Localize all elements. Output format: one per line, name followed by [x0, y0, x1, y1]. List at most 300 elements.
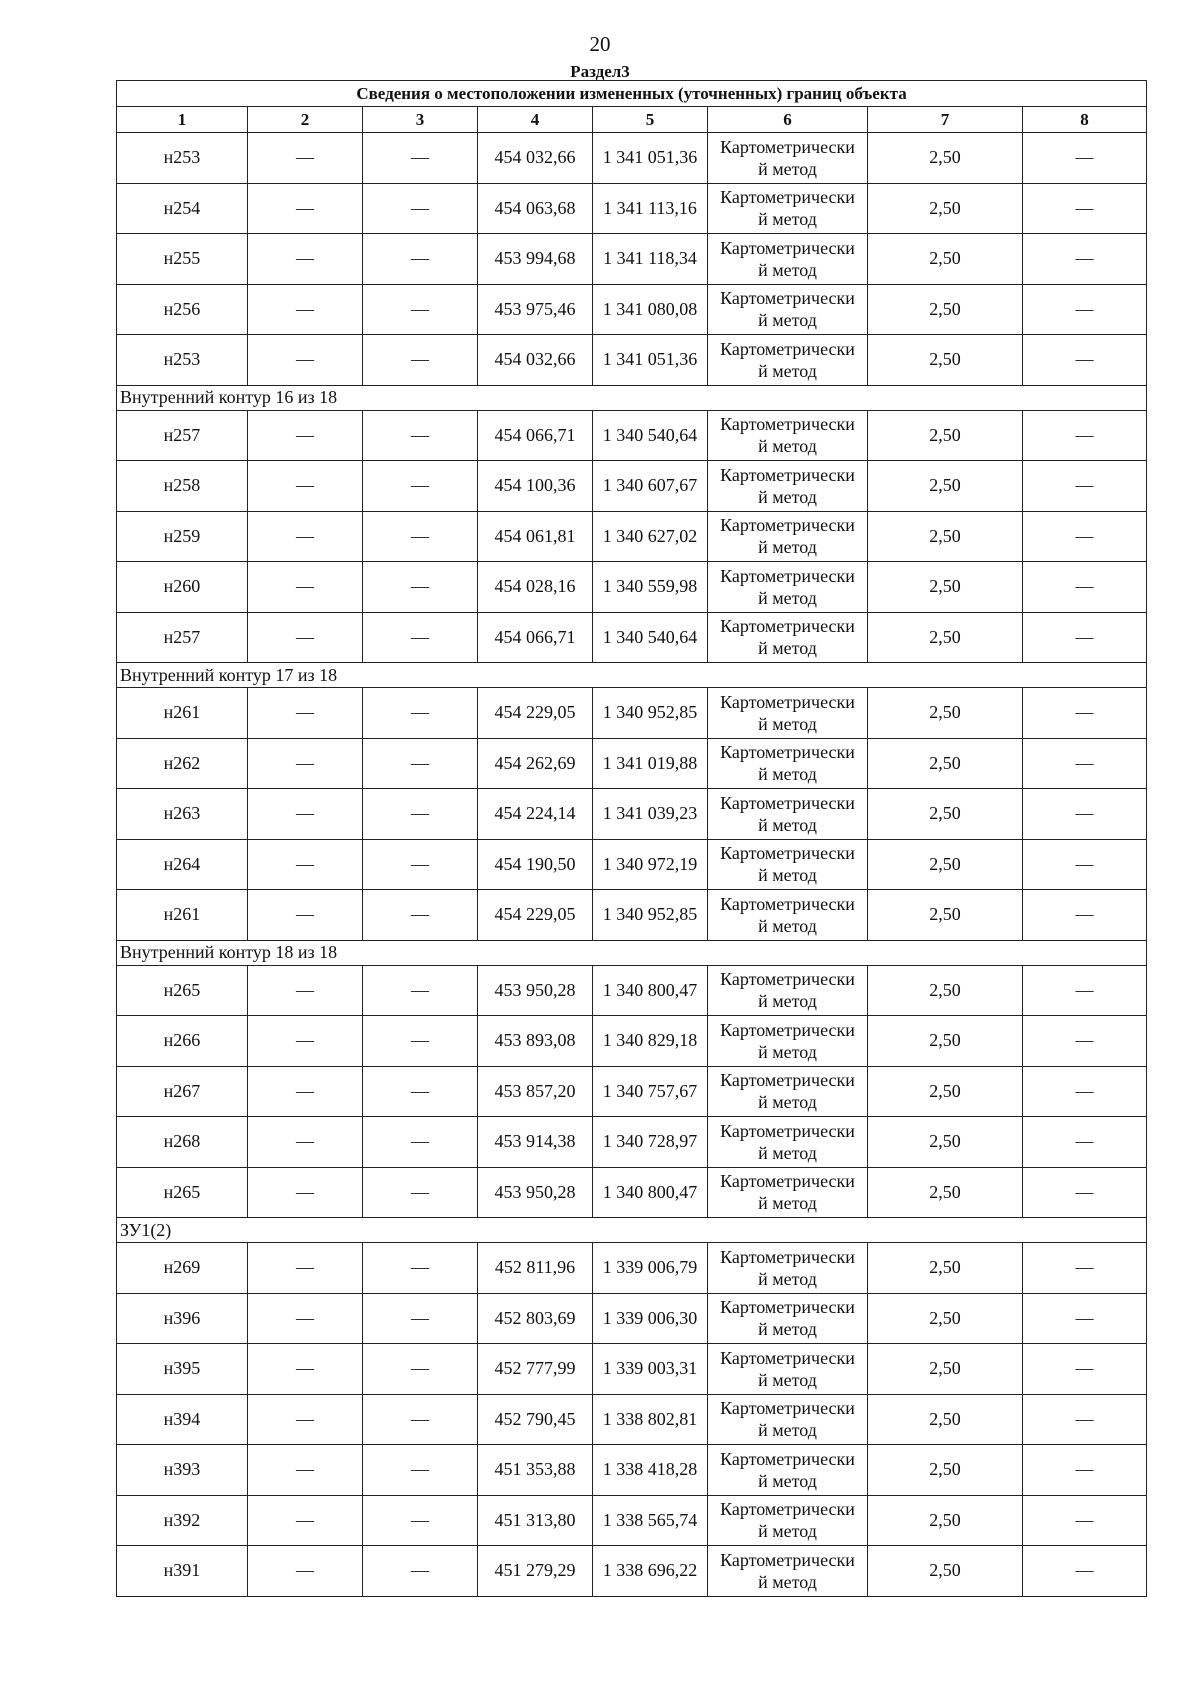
x-coordinate-cell: 452 777,99: [478, 1344, 593, 1395]
dash-cell: —: [1023, 183, 1147, 234]
method-text: Картометрически: [720, 464, 855, 485]
section-title: Раздел3: [570, 62, 630, 81]
method-text: Картометрически: [720, 136, 855, 157]
method-cell: [708, 511, 868, 562]
method-text: й метод: [758, 764, 817, 785]
method-cell: [708, 789, 868, 840]
method-cell: [708, 335, 868, 386]
precision-cell: 2,50: [868, 1293, 1023, 1344]
precision-cell: 2,50: [868, 1066, 1023, 1117]
y-coordinate-cell: 1 338 696,22: [593, 1546, 708, 1597]
method-text: Картометрически: [720, 616, 855, 637]
method-text: й метод: [758, 537, 817, 558]
x-coordinate-cell: 454 224,14: [478, 789, 593, 840]
y-coordinate-cell: 1 341 051,36: [593, 335, 708, 386]
dash-cell: —: [248, 335, 363, 386]
y-coordinate-cell: 1 338 418,28: [593, 1445, 708, 1496]
point-id-cell: н255: [117, 234, 248, 285]
method-text: й метод: [758, 259, 817, 280]
x-coordinate-cell: 454 100,36: [478, 461, 593, 512]
table-row: [117, 1546, 1147, 1597]
method-text: й метод: [758, 814, 817, 835]
method-cell: [708, 1293, 868, 1344]
y-coordinate-cell: 1 340 559,98: [593, 562, 708, 613]
point-id-cell: н257: [117, 612, 248, 663]
table-row: [117, 1394, 1147, 1445]
method-cell: [708, 688, 868, 739]
dash-cell: —: [248, 562, 363, 613]
point-id-cell: н256: [117, 284, 248, 335]
table-row: [117, 1344, 1147, 1395]
column-number: 7: [868, 107, 1023, 133]
precision-cell: 2,50: [868, 234, 1023, 285]
dash-cell: —: [248, 789, 363, 840]
point-id-cell: н391: [117, 1546, 248, 1597]
column-number: 1: [117, 107, 248, 133]
y-coordinate-cell: 1 340 757,67: [593, 1066, 708, 1117]
precision-cell: 2,50: [868, 738, 1023, 789]
method-text: Картометрически: [720, 1246, 855, 1267]
dash-cell: —: [248, 234, 363, 285]
method-cell: [708, 890, 868, 941]
method-text: Картометрически: [720, 1549, 855, 1570]
dash-cell: —: [1023, 284, 1147, 335]
y-coordinate-cell: 1 340 800,47: [593, 1167, 708, 1218]
dash-cell: —: [1023, 738, 1147, 789]
point-id-cell: н253: [117, 335, 248, 386]
y-coordinate-cell: 1 340 728,97: [593, 1117, 708, 1168]
dash-cell: —: [1023, 612, 1147, 663]
dash-cell: —: [363, 461, 478, 512]
y-coordinate-cell: 1 340 627,02: [593, 511, 708, 562]
precision-cell: 2,50: [868, 562, 1023, 613]
dash-cell: —: [363, 738, 478, 789]
dash-cell: —: [363, 839, 478, 890]
precision-cell: 2,50: [868, 612, 1023, 663]
contour-label: Внутренний контур 18 из 18: [117, 940, 1147, 965]
dash-cell: —: [248, 890, 363, 941]
precision-cell: 2,50: [868, 410, 1023, 461]
method-text: Картометрически: [720, 1347, 855, 1368]
table-row: [117, 335, 1147, 386]
method-text: й метод: [758, 310, 817, 331]
dash-cell: —: [363, 1117, 478, 1168]
method-text: Картометрически: [720, 414, 855, 435]
method-text: Картометрически: [720, 792, 855, 813]
dash-cell: —: [1023, 1167, 1147, 1218]
method-text: й метод: [758, 1268, 817, 1289]
method-text: й метод: [758, 1420, 817, 1441]
method-text: Картометрически: [720, 187, 855, 208]
method-text: й метод: [758, 360, 817, 381]
method-cell: [708, 612, 868, 663]
method-text: й метод: [758, 865, 817, 886]
table-row: [117, 965, 1147, 1016]
method-text: й метод: [758, 713, 817, 734]
method-text: й метод: [758, 1369, 817, 1390]
contour-row: [117, 385, 1147, 410]
y-coordinate-cell: 1 340 540,64: [593, 612, 708, 663]
precision-cell: 2,50: [868, 133, 1023, 184]
method-text: Картометрически: [720, 1448, 855, 1469]
precision-cell: 2,50: [868, 688, 1023, 739]
table-body: [117, 133, 1147, 1597]
dash-cell: —: [248, 410, 363, 461]
y-coordinate-cell: 1 341 051,36: [593, 133, 708, 184]
dash-cell: —: [363, 1546, 478, 1597]
y-coordinate-cell: 1 341 019,88: [593, 738, 708, 789]
dash-cell: —: [1023, 1293, 1147, 1344]
dash-cell: —: [363, 562, 478, 613]
precision-cell: 2,50: [868, 1117, 1023, 1168]
point-id-cell: н393: [117, 1445, 248, 1496]
x-coordinate-cell: 453 950,28: [478, 965, 593, 1016]
x-coordinate-cell: 452 803,69: [478, 1293, 593, 1344]
contour-row: [117, 940, 1147, 965]
dash-cell: —: [248, 1167, 363, 1218]
table-row: [117, 1016, 1147, 1067]
dash-cell: —: [1023, 1495, 1147, 1546]
dash-cell: —: [248, 738, 363, 789]
x-coordinate-cell: 453 975,46: [478, 284, 593, 335]
y-coordinate-cell: 1 341 080,08: [593, 284, 708, 335]
column-number: 2: [248, 107, 363, 133]
method-text: Картометрически: [720, 1070, 855, 1091]
x-coordinate-cell: 454 032,66: [478, 335, 593, 386]
method-text: й метод: [758, 1571, 817, 1592]
x-coordinate-cell: 452 790,45: [478, 1394, 593, 1445]
y-coordinate-cell: 1 341 039,23: [593, 789, 708, 840]
precision-cell: 2,50: [868, 890, 1023, 941]
method-text: й метод: [758, 209, 817, 230]
method-cell: [708, 1445, 868, 1496]
point-id-cell: н265: [117, 965, 248, 1016]
point-id-cell: н396: [117, 1293, 248, 1344]
table-row: [117, 284, 1147, 335]
dash-cell: —: [1023, 461, 1147, 512]
method-text: й метод: [758, 1142, 817, 1163]
contour-row: [117, 1218, 1147, 1243]
method-text: й метод: [758, 638, 817, 659]
x-coordinate-cell: 451 313,80: [478, 1495, 593, 1546]
method-cell: [708, 1495, 868, 1546]
y-coordinate-cell: 1 340 829,18: [593, 1016, 708, 1067]
method-cell: [708, 133, 868, 184]
point-id-cell: н254: [117, 183, 248, 234]
method-text: й метод: [758, 158, 817, 179]
method-text: Картометрически: [720, 288, 855, 309]
x-coordinate-cell: 454 262,69: [478, 738, 593, 789]
point-id-cell: н262: [117, 738, 248, 789]
dash-cell: —: [1023, 839, 1147, 890]
table-row: [117, 1243, 1147, 1294]
point-id-cell: н258: [117, 461, 248, 512]
method-cell: [708, 1117, 868, 1168]
method-text: й метод: [758, 587, 817, 608]
x-coordinate-cell: 453 893,08: [478, 1016, 593, 1067]
point-id-cell: н269: [117, 1243, 248, 1294]
method-text: й метод: [758, 1041, 817, 1062]
dash-cell: —: [363, 1243, 478, 1294]
precision-cell: 2,50: [868, 789, 1023, 840]
column-number: 6: [708, 107, 868, 133]
dash-cell: —: [248, 1243, 363, 1294]
point-id-cell: н257: [117, 410, 248, 461]
table-row: [117, 738, 1147, 789]
table-row: [117, 410, 1147, 461]
point-id-cell: н259: [117, 511, 248, 562]
dash-cell: —: [248, 461, 363, 512]
table-row: [117, 183, 1147, 234]
dash-cell: —: [1023, 688, 1147, 739]
contour-label: ЗУ1(2): [117, 1218, 1147, 1243]
method-text: Картометрически: [720, 565, 855, 586]
point-id-cell: н253: [117, 133, 248, 184]
dash-cell: —: [248, 1016, 363, 1067]
y-coordinate-cell: 1 338 565,74: [593, 1495, 708, 1546]
method-text: й метод: [758, 1470, 817, 1491]
method-text: Картометрически: [720, 1171, 855, 1192]
x-coordinate-cell: 454 229,05: [478, 688, 593, 739]
precision-cell: 2,50: [868, 1546, 1023, 1597]
dash-cell: —: [248, 1344, 363, 1395]
precision-cell: 2,50: [868, 284, 1023, 335]
dash-cell: —: [248, 688, 363, 739]
dash-cell: —: [1023, 1243, 1147, 1294]
point-id-cell: н266: [117, 1016, 248, 1067]
point-id-cell: н265: [117, 1167, 248, 1218]
x-coordinate-cell: 454 063,68: [478, 183, 593, 234]
x-coordinate-cell: 452 811,96: [478, 1243, 593, 1294]
dash-cell: —: [363, 1445, 478, 1496]
method-cell: [708, 562, 868, 613]
column-number: 8: [1023, 107, 1147, 133]
dash-cell: —: [1023, 562, 1147, 613]
table-row: [117, 612, 1147, 663]
x-coordinate-cell: 454 061,81: [478, 511, 593, 562]
dash-cell: —: [248, 183, 363, 234]
precision-cell: 2,50: [868, 511, 1023, 562]
contour-label: Внутренний контур 16 из 18: [117, 385, 1147, 410]
dash-cell: —: [1023, 1066, 1147, 1117]
x-coordinate-cell: 454 066,71: [478, 612, 593, 663]
dash-cell: —: [248, 1066, 363, 1117]
dash-cell: —: [248, 1546, 363, 1597]
contour-row: [117, 663, 1147, 688]
dash-cell: —: [1023, 1546, 1147, 1597]
x-coordinate-cell: 454 032,66: [478, 133, 593, 184]
method-text: й метод: [758, 1193, 817, 1214]
x-coordinate-cell: 454 229,05: [478, 890, 593, 941]
y-coordinate-cell: 1 340 540,64: [593, 410, 708, 461]
dash-cell: —: [1023, 410, 1147, 461]
table-row: [117, 461, 1147, 512]
method-cell: [708, 738, 868, 789]
y-coordinate-cell: 1 339 003,31: [593, 1344, 708, 1395]
dash-cell: —: [363, 335, 478, 386]
dash-cell: —: [248, 612, 363, 663]
method-text: й метод: [758, 915, 817, 936]
table-row: [117, 1445, 1147, 1496]
dash-cell: —: [248, 1117, 363, 1168]
dash-cell: —: [1023, 890, 1147, 941]
y-coordinate-cell: 1 340 952,85: [593, 890, 708, 941]
precision-cell: 2,50: [868, 1445, 1023, 1496]
precision-cell: 2,50: [868, 965, 1023, 1016]
point-id-cell: н394: [117, 1394, 248, 1445]
y-coordinate-cell: 1 341 113,16: [593, 183, 708, 234]
dash-cell: —: [1023, 1344, 1147, 1395]
table-row: [117, 688, 1147, 739]
point-id-cell: н267: [117, 1066, 248, 1117]
dash-cell: —: [248, 839, 363, 890]
precision-cell: 2,50: [868, 1495, 1023, 1546]
table-caption: Сведения о местоположении измененных (уточненных) границ объекта: [117, 81, 1147, 107]
y-coordinate-cell: 1 340 952,85: [593, 688, 708, 739]
precision-cell: 2,50: [868, 839, 1023, 890]
x-coordinate-cell: 453 994,68: [478, 234, 593, 285]
point-id-cell: н263: [117, 789, 248, 840]
dash-cell: —: [363, 789, 478, 840]
dash-cell: —: [363, 284, 478, 335]
dash-cell: —: [363, 133, 478, 184]
x-coordinate-cell: 454 190,50: [478, 839, 593, 890]
precision-cell: 2,50: [868, 1344, 1023, 1395]
dash-cell: —: [1023, 133, 1147, 184]
method-text: Картометрически: [720, 969, 855, 990]
point-id-cell: н395: [117, 1344, 248, 1395]
y-coordinate-cell: 1 341 118,34: [593, 234, 708, 285]
method-text: Картометрически: [720, 742, 855, 763]
method-text: Картометрически: [720, 1499, 855, 1520]
coordinates-table: [116, 80, 1147, 1597]
method-cell: [708, 1016, 868, 1067]
dash-cell: —: [363, 410, 478, 461]
method-text: Картометрически: [720, 843, 855, 864]
y-coordinate-cell: 1 340 607,67: [593, 461, 708, 512]
method-text: Картометрически: [720, 1120, 855, 1141]
point-id-cell: н268: [117, 1117, 248, 1168]
precision-cell: 2,50: [868, 335, 1023, 386]
dash-cell: —: [363, 890, 478, 941]
precision-cell: 2,50: [868, 183, 1023, 234]
table-row: [117, 1066, 1147, 1117]
y-coordinate-cell: 1 339 006,79: [593, 1243, 708, 1294]
dash-cell: —: [363, 1394, 478, 1445]
table-row: [117, 1495, 1147, 1546]
method-text: Картометрически: [720, 1019, 855, 1040]
dash-cell: —: [248, 133, 363, 184]
dash-cell: —: [1023, 1016, 1147, 1067]
contour-label: Внутренний контур 17 из 18: [117, 663, 1147, 688]
dash-cell: —: [1023, 1394, 1147, 1445]
method-text: й метод: [758, 436, 817, 457]
precision-cell: 2,50: [868, 461, 1023, 512]
dash-cell: —: [363, 965, 478, 1016]
dash-cell: —: [363, 1293, 478, 1344]
method-cell: [708, 1066, 868, 1117]
column-number-row: [117, 107, 1147, 133]
table-row: [117, 1167, 1147, 1218]
dash-cell: —: [248, 1394, 363, 1445]
table-row: [117, 1117, 1147, 1168]
table-row: [117, 562, 1147, 613]
dash-cell: —: [363, 1495, 478, 1546]
dash-cell: —: [363, 1016, 478, 1067]
dash-cell: —: [248, 1495, 363, 1546]
precision-cell: 2,50: [868, 1016, 1023, 1067]
method-cell: [708, 410, 868, 461]
x-coordinate-cell: 451 353,88: [478, 1445, 593, 1496]
table-row: [117, 234, 1147, 285]
table-row: [117, 839, 1147, 890]
dash-cell: —: [248, 1293, 363, 1344]
y-coordinate-cell: 1 338 802,81: [593, 1394, 708, 1445]
method-text: й метод: [758, 486, 817, 507]
x-coordinate-cell: 453 857,20: [478, 1066, 593, 1117]
method-cell: [708, 839, 868, 890]
table-row: [117, 511, 1147, 562]
method-text: Картометрически: [720, 237, 855, 258]
dash-cell: —: [1023, 965, 1147, 1016]
method-cell: [708, 1167, 868, 1218]
x-coordinate-cell: 454 066,71: [478, 410, 593, 461]
x-coordinate-cell: 454 028,16: [478, 562, 593, 613]
y-coordinate-cell: 1 340 972,19: [593, 839, 708, 890]
method-cell: [708, 461, 868, 512]
dash-cell: —: [1023, 234, 1147, 285]
table-row: [117, 890, 1147, 941]
method-cell: [708, 1243, 868, 1294]
page-number: 20: [589, 32, 611, 56]
method-text: Картометрически: [720, 515, 855, 536]
method-cell: [708, 234, 868, 285]
dash-cell: —: [363, 183, 478, 234]
method-text: Картометрически: [720, 338, 855, 359]
x-coordinate-cell: 453 914,38: [478, 1117, 593, 1168]
method-text: Картометрически: [720, 1297, 855, 1318]
y-coordinate-cell: 1 339 006,30: [593, 1293, 708, 1344]
table-row: [117, 1293, 1147, 1344]
dash-cell: —: [1023, 335, 1147, 386]
dash-cell: —: [248, 284, 363, 335]
method-cell: [708, 284, 868, 335]
point-id-cell: н261: [117, 890, 248, 941]
dash-cell: —: [1023, 789, 1147, 840]
method-cell: [708, 1344, 868, 1395]
point-id-cell: н264: [117, 839, 248, 890]
column-number: 4: [478, 107, 593, 133]
method-cell: [708, 965, 868, 1016]
dash-cell: —: [363, 1344, 478, 1395]
method-text: й метод: [758, 991, 817, 1012]
dash-cell: —: [363, 688, 478, 739]
dash-cell: —: [248, 511, 363, 562]
method-text: Картометрически: [720, 691, 855, 712]
table-row: [117, 789, 1147, 840]
dash-cell: —: [1023, 1117, 1147, 1168]
x-coordinate-cell: 451 279,29: [478, 1546, 593, 1597]
y-coordinate-cell: 1 340 800,47: [593, 965, 708, 1016]
method-text: й метод: [758, 1319, 817, 1340]
method-text: й метод: [758, 1092, 817, 1113]
method-cell: [708, 183, 868, 234]
dash-cell: —: [1023, 1445, 1147, 1496]
column-number: 3: [363, 107, 478, 133]
dash-cell: —: [363, 1167, 478, 1218]
precision-cell: 2,50: [868, 1394, 1023, 1445]
point-id-cell: н261: [117, 688, 248, 739]
